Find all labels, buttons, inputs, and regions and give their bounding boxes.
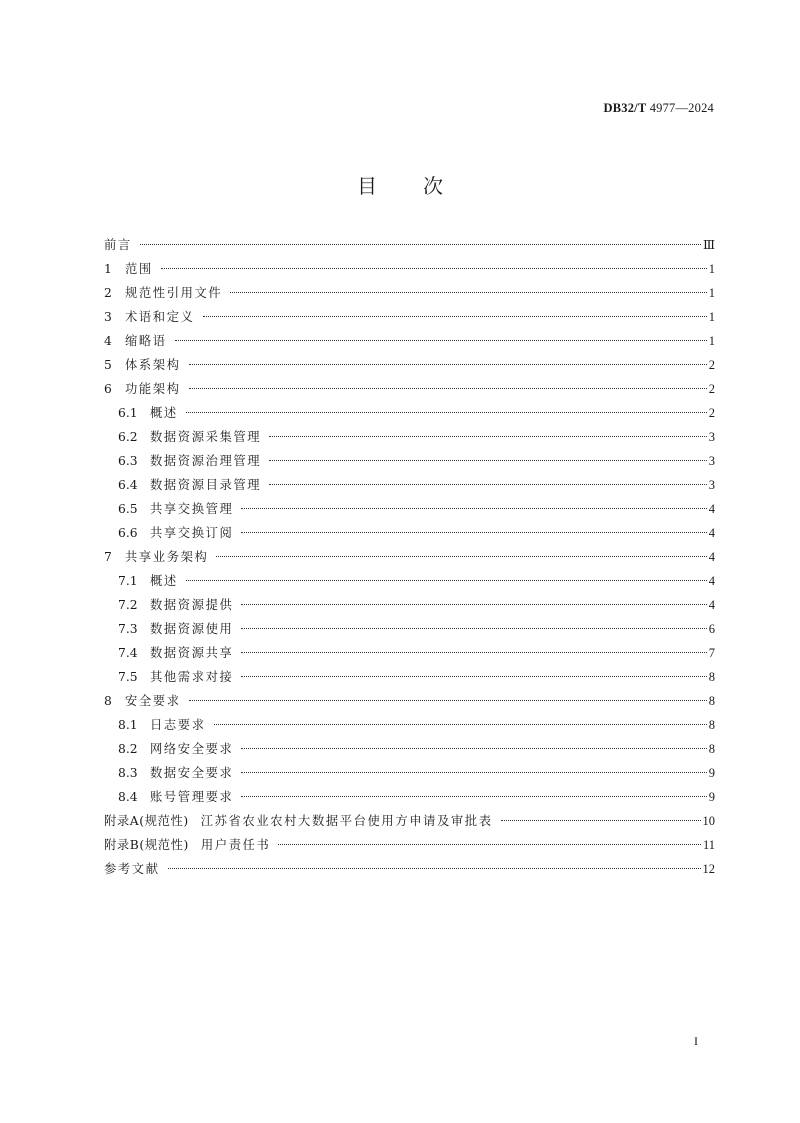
toc-entry-number: 2 [104, 286, 112, 300]
toc-entry-title: 共享交换管理 [150, 502, 234, 516]
toc-leader-dots [241, 772, 706, 773]
document-code [603, 101, 714, 116]
toc-entry-page: 12 [702, 862, 715, 876]
toc-entry-number: 8.2 [118, 742, 138, 756]
toc-entry[interactable] [104, 737, 715, 761]
toc-entry-title: 体系架构 [125, 358, 181, 372]
toc-entry-page: 8 [708, 718, 715, 732]
toc-entry[interactable] [104, 761, 715, 785]
toc-entry-page: Ⅲ [702, 238, 715, 252]
toc-entry[interactable] [104, 545, 715, 569]
toc-entry[interactable] [104, 857, 715, 881]
toc-entry-title: 共享交换订阅 [150, 526, 234, 540]
toc-entry[interactable] [104, 521, 715, 545]
toc-entry-title: 江苏省农业农村大数据平台使用方申请及审批表 [200, 814, 493, 828]
toc-leader-dots [241, 676, 706, 677]
toc-entry-number: 6.6 [118, 526, 138, 540]
table-of-contents [104, 233, 715, 881]
toc-entry-title: 术语和定义 [125, 310, 195, 324]
toc-entry-page: 7 [708, 646, 715, 660]
toc-entry-appendix-label: 附录B(规范性) [104, 838, 189, 852]
toc-entry-title: 用户责任书 [200, 838, 271, 852]
toc-leader-dots [140, 244, 701, 245]
toc-entry-page: 1 [708, 262, 715, 276]
toc-entry-number: 7.5 [118, 670, 138, 684]
toc-entry-number: 1 [104, 262, 112, 276]
toc-entry[interactable] [104, 785, 715, 809]
toc-entry-number: 8.3 [118, 766, 138, 780]
toc-entry-title: 日志要求 [150, 718, 206, 732]
toc-entry[interactable] [104, 713, 715, 737]
toc-leader-dots [278, 844, 701, 845]
toc-entry-title: 功能架构 [125, 382, 181, 396]
toc-leader-dots [189, 388, 707, 389]
toc-entry-page: 9 [708, 766, 715, 780]
toc-entry-page: 6 [708, 622, 715, 636]
document-code-prefix: DB32/T [603, 101, 647, 115]
toc-entry-page: 4 [708, 526, 715, 540]
toc-entry-appendix-label: 附录A(规范性) [104, 814, 189, 828]
toc-entry-page: 3 [708, 430, 715, 444]
toc-entry-page: 2 [708, 382, 715, 396]
toc-leader-dots [186, 412, 707, 413]
toc-entry-number: 4 [104, 334, 112, 348]
toc-entry[interactable] [104, 617, 715, 641]
toc-entry[interactable] [104, 833, 715, 857]
toc-entry-number: 7.3 [118, 622, 138, 636]
toc-entry-number: 8 [104, 694, 112, 708]
toc-entry-number: 5 [104, 358, 112, 372]
toc-leader-dots [269, 460, 707, 461]
toc-entry-page: 8 [708, 694, 715, 708]
toc-leader-dots [269, 436, 707, 437]
toc-leader-dots [214, 724, 707, 725]
toc-entry-page: 2 [708, 358, 715, 372]
toc-entry-title: 数据资源使用 [150, 622, 234, 636]
toc-leader-dots [189, 364, 707, 365]
toc-entry-number: 7.1 [118, 574, 138, 588]
toc-entry-number: 7.2 [118, 598, 138, 612]
toc-entry-number: 8.1 [118, 718, 138, 732]
toc-entry-title: 数据资源目录管理 [150, 478, 262, 492]
toc-entry[interactable] [104, 329, 715, 353]
toc-entry[interactable] [104, 641, 715, 665]
toc-entry[interactable] [104, 593, 715, 617]
toc-entry-title: 数据资源治理管理 [150, 454, 262, 468]
toc-entry-page: 1 [708, 310, 715, 324]
toc-entry[interactable] [104, 233, 715, 257]
toc-leader-dots [241, 796, 706, 797]
toc-leader-dots [241, 748, 706, 749]
toc-entry-number: 7 [104, 550, 112, 564]
toc-entry-page: 2 [708, 406, 715, 420]
toc-entry-page: 11 [702, 838, 715, 852]
toc-entry-page: 4 [708, 598, 715, 612]
footer-page-number: I [694, 1034, 698, 1048]
toc-leader-dots [241, 652, 706, 653]
toc-leader-dots [216, 556, 706, 557]
toc-entry-title: 账号管理要求 [150, 790, 234, 804]
toc-entry-title: 数据资源提供 [150, 598, 234, 612]
toc-entry[interactable] [104, 665, 715, 689]
toc-entry-title: 安全要求 [125, 694, 181, 708]
toc-leader-dots [230, 292, 706, 293]
toc-entry-title: 缩略语 [125, 334, 167, 348]
toc-entry-page: 1 [708, 334, 715, 348]
toc-entry-page: 4 [708, 574, 715, 588]
toc-entry-title: 网络安全要求 [150, 742, 234, 756]
toc-entry-title: 共享业务架构 [125, 550, 209, 564]
toc-entry-title: 其他需求对接 [150, 670, 234, 684]
toc-entry-page: 1 [708, 286, 715, 300]
toc-entry-number: 6 [104, 382, 112, 396]
toc-leader-dots [189, 700, 707, 701]
toc-entry-number: 6.3 [118, 454, 138, 468]
toc-entry-title: 概述 [150, 406, 178, 420]
toc-entry-page: 3 [708, 454, 715, 468]
toc-leader-dots [203, 316, 707, 317]
toc-entry-page: 8 [708, 670, 715, 684]
toc-leader-dots [241, 628, 706, 629]
toc-entry[interactable] [104, 377, 715, 401]
toc-leader-dots [241, 532, 706, 533]
toc-leader-dots [175, 340, 707, 341]
toc-entry[interactable] [104, 425, 715, 449]
toc-leader-dots [161, 268, 707, 269]
toc-entry-number: 6.5 [118, 502, 138, 516]
toc-entry-title: 范围 [125, 262, 153, 276]
toc-leader-dots [241, 508, 706, 509]
toc-title: 目次 [357, 174, 489, 198]
toc-entry[interactable] [104, 353, 715, 377]
toc-leader-dots [186, 580, 707, 581]
toc-entry-number: 7.4 [118, 646, 138, 660]
toc-entry[interactable] [104, 569, 715, 593]
toc-entry-number: 8.4 [118, 790, 138, 804]
toc-entry-page: 3 [708, 478, 715, 492]
toc-entry[interactable] [104, 449, 715, 473]
toc-entry[interactable] [104, 497, 715, 521]
toc-leader-dots [168, 868, 701, 869]
toc-entry-title: 前言 [104, 238, 132, 252]
toc-leader-dots [501, 820, 701, 821]
toc-entry-page: 8 [708, 742, 715, 756]
toc-entry-title: 数据安全要求 [150, 766, 234, 780]
toc-entry[interactable] [104, 473, 715, 497]
document-code-number: 4977—2024 [649, 101, 714, 115]
toc-entry-number: 6.2 [118, 430, 138, 444]
toc-entry-number: 6.4 [118, 478, 138, 492]
toc-entry-page: 4 [708, 502, 715, 516]
toc-entry-title: 数据资源采集管理 [150, 430, 262, 444]
toc-entry[interactable] [104, 809, 715, 833]
toc-entry-number: 3 [104, 310, 112, 324]
toc-entry-page: 4 [708, 550, 715, 564]
toc-entry-page: 10 [702, 814, 715, 828]
toc-entry-title: 概述 [150, 574, 178, 588]
toc-leader-dots [269, 484, 707, 485]
toc-entry[interactable] [104, 401, 715, 425]
toc-leader-dots [241, 604, 706, 605]
toc-entry[interactable] [104, 305, 715, 329]
toc-entry-title: 数据资源共享 [150, 646, 234, 660]
toc-entry[interactable] [104, 689, 715, 713]
toc-entry-number: 6.1 [118, 406, 138, 420]
toc-entry-title: 参考文献 [104, 862, 160, 876]
toc-entry-title: 规范性引用文件 [125, 286, 223, 300]
toc-entry[interactable] [104, 281, 715, 305]
toc-entry-page: 9 [708, 790, 715, 804]
toc-entry[interactable] [104, 257, 715, 281]
